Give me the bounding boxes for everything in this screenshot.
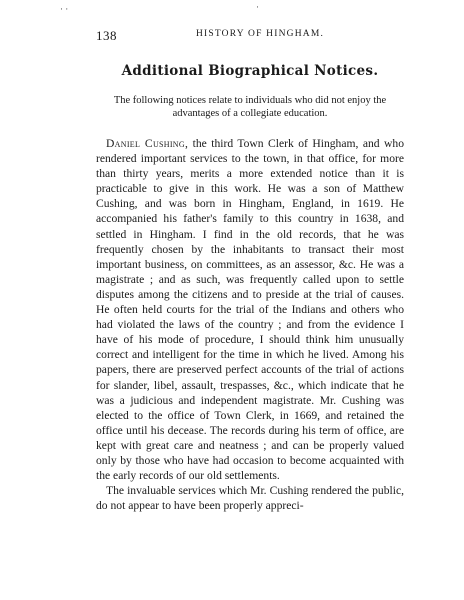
- paragraph-continuation: The invaluable services which Mr. Cushing rendered the public, do not appear to have been properly appreci-: [96, 484, 404, 513]
- page-number: 138: [96, 28, 117, 43]
- section-heading: Additional Biographical Notices.: [121, 63, 379, 79]
- paragraph-text: the third Town Clerk of Hingham, and who rendered important services to the town, in that office, for more than thirty years, merits a more extended notice than it is practicable to give in this work. He was a son of Matthew Cushing, and was born in Hingham, England, in 1619. He accompanied his father's family to this country in 1638, and settled in Hingham. I find in the old records, that he was frequently chosen by the inhabitants to transact their most important business, on committees, as an assessor, &c. He was a magistrate ; and as such, was frequently called upon to settle disputes among the citizens and to preside at the trial of causes. He often held courts for the trial of the Indians and others who had violated the laws of the country ; and from the evidence I have of his mode of procedure, I should think him unusually correct and intelligent for the time in which he lived. Among his papers, there are preserved perfect accounts of the trial of actions for slander, libel, assault, trespasses, &c., which indicate that he was a judicious and independent magistrate. Mr. Cushing was elected to the office of Town Clerk, in 1669, and retained the office until his decease. The records during his term of office, are kept with great care and neatness ; and can be properly valued only by those who have had occasion to become acquainted with the early records of our old settlements.: [96, 137, 404, 483]
- body-text: [96, 136, 404, 513]
- lead-name: Daniel Cushing,: [106, 137, 189, 150]
- print-speck-mark: · ·: [60, 4, 69, 14]
- print-speck-mark: ·: [256, 2, 259, 12]
- paragraph-cushing: [96, 136, 404, 483]
- running-title: HISTORY OF HINGHAM.: [195, 29, 325, 39]
- running-head: [96, 28, 404, 48]
- intro-note: The following notices relate to individuals who did not enjoy the advantages of a collegiate education.: [113, 95, 387, 119]
